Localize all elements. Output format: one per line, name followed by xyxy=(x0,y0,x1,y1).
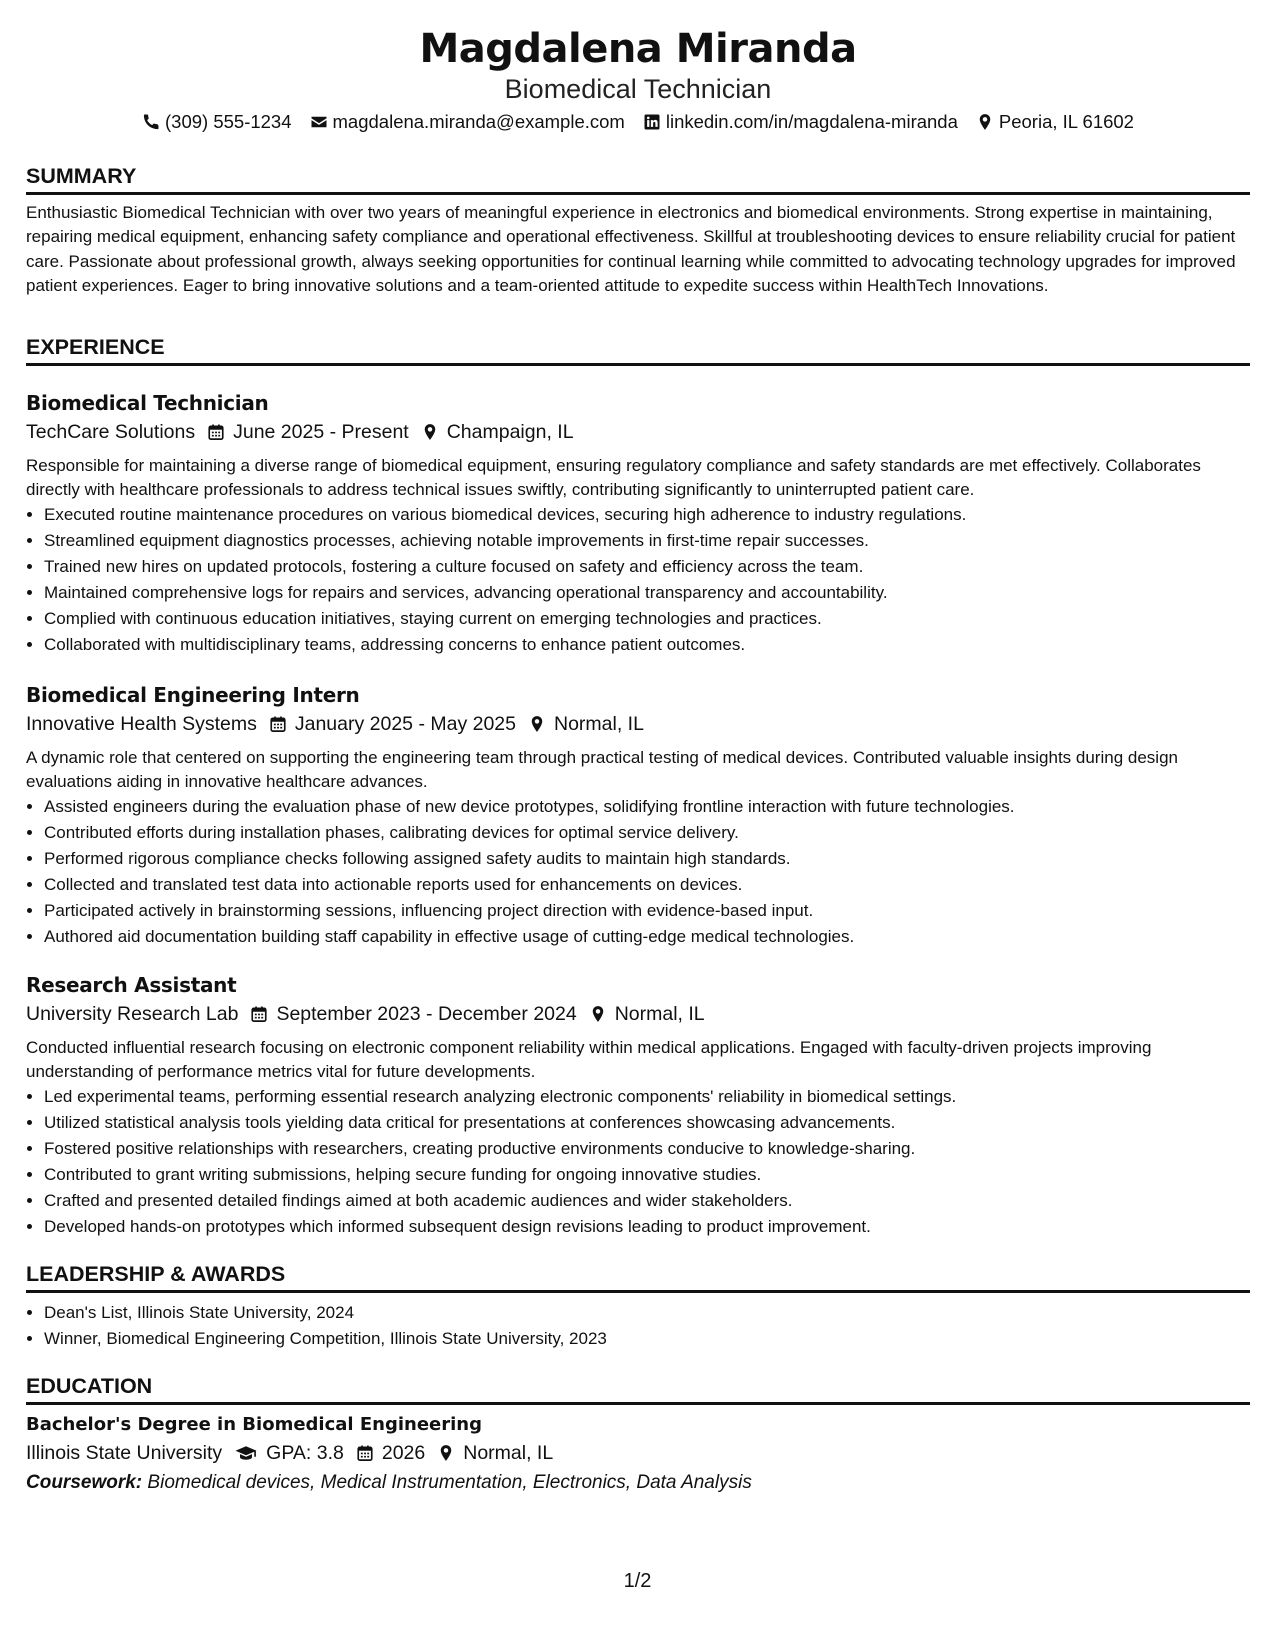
list-item: • Trained new hires on updated protocols, fostering a culture focused on safety and efficiency across the team. xyxy=(44,554,1250,580)
coursework-text: Biomedical devices, Medical Instrumentation, Electronics, Data Analysis xyxy=(147,1472,752,1493)
contact-phone[interactable] xyxy=(142,110,292,134)
job-dates: January 2025 - May 2025 xyxy=(294,713,516,735)
job-dates: September 2023 - December 2024 xyxy=(276,1003,577,1025)
job-location: Champaign, IL xyxy=(446,421,574,443)
job-bullets xyxy=(26,794,1250,950)
list-item: • Contributed to grant writing submissions, helping secure funding for ongoing innovative studies. xyxy=(44,1162,1250,1188)
calendar-icon xyxy=(269,715,287,733)
linkedin-icon xyxy=(643,113,661,131)
candidate-role: Biomedical Technician xyxy=(504,74,772,104)
gpa-text: GPA: 3.8 xyxy=(266,1442,344,1464)
coursework-label: Coursework: xyxy=(26,1472,143,1493)
contact-linkedin[interactable] xyxy=(643,110,958,134)
summary-heading: SUMMARY xyxy=(26,162,1250,195)
list-item: • Collected and translated test data into actionable reports used for enhancements on devices. xyxy=(44,872,1250,898)
job-entry xyxy=(26,970,1250,1240)
page-number: 1/2 xyxy=(623,1570,652,1592)
leadership-heading: LEADERSHIP & AWARDS xyxy=(26,1260,1250,1293)
job-dates: June 2025 - Present xyxy=(233,421,409,443)
job-title: Biomedical Technician xyxy=(26,391,269,415)
job-title: Research Assistant xyxy=(26,973,237,997)
degree-title: Bachelor's Degree in Biomedical Engineering xyxy=(26,1414,482,1435)
list-item: • Led experimental teams, performing essential research analyzing electronic components' reliability in biomedical settings. xyxy=(44,1084,1250,1110)
summary-section xyxy=(26,162,1250,299)
job-entry xyxy=(26,388,1250,658)
job-description: Responsible for maintaining a diverse range of biomedical equipment, ensuring regulatory compliance and safety standards are met effectively. Collaborates directly with healthcare professionals to address technical issues swiftly, contributing significantly to uninterrupted patient care. xyxy=(26,456,1201,499)
list-item: • Maintained comprehensive logs for repairs and services, advancing operational transparency and accountability. xyxy=(44,580,1250,606)
list-item: • Collaborated with multidisciplinary teams, addressing concerns to enhance patient outcomes. xyxy=(44,632,1250,658)
list-item: • Fostered positive relationships with researchers, creating productive environments conducive to knowledge-sharing. xyxy=(44,1136,1250,1162)
contact-bar xyxy=(26,110,1250,134)
school-location: Normal, IL xyxy=(463,1442,554,1464)
list-item: • Executed routine maintenance procedures on various biomedical devices, securing high adherence to industry regulations. xyxy=(44,502,1250,528)
calendar-icon xyxy=(207,423,225,441)
experience-heading: EXPERIENCE xyxy=(26,333,1250,366)
candidate-name: Magdalena Miranda xyxy=(419,26,857,72)
list-item: • Utilized statistical analysis tools yielding data critical for presentations at conferences showcasing advancements. xyxy=(44,1110,1250,1136)
list-item: • Assisted engineers during the evaluation phase of new device prototypes, solidifying frontline interaction with future technologies. xyxy=(44,794,1250,820)
job-description: A dynamic role that centered on supporting the engineering team through practical testing of medical devices. Contributed valuable insights during design evaluations aiding in innovative healthcare advances. xyxy=(26,748,1178,791)
list-item: • Complied with continuous education initiatives, staying current on emerging technologies and practices. xyxy=(44,606,1250,632)
map-pin-icon xyxy=(421,423,439,441)
phone-icon xyxy=(142,113,160,131)
summary-text: Enthusiastic Biomedical Technician with over two years of meaningful experience in electronics and biomedical environments. Strong expertise in maintaining, repairing medical equipment, enhancing safety compliance and operational effectiveness. Skillful at troubleshooting devices to ensure reliability crucial for patient care. Passionate about professional growth, always seeking opportunities for continual learning while committed to advocating technology upgrades for improved patient experiences. Eager to bring innovative solutions and a team-oriented attitude to expedite success within HealthTech Innovations. xyxy=(26,203,1236,296)
job-company: University Research Lab xyxy=(26,1003,239,1025)
education-heading: EDUCATION xyxy=(26,1372,1250,1405)
map-pin-icon xyxy=(976,113,994,131)
job-bullets xyxy=(26,502,1250,658)
coursework-line xyxy=(26,1469,1250,1497)
leadership-section xyxy=(26,1260,1250,1352)
list-item: • Crafted and presented detailed findings aimed at both academic audiences and wider stakeholders. xyxy=(44,1188,1250,1214)
leadership-list xyxy=(26,1300,1250,1352)
contact-location xyxy=(976,110,1134,134)
phone-text: (309) 555-1234 xyxy=(165,111,292,132)
education-section xyxy=(26,1372,1250,1497)
job-title: Biomedical Engineering Intern xyxy=(26,683,360,707)
job-meta xyxy=(26,710,1250,738)
map-pin-icon xyxy=(589,1005,607,1023)
location-text: Peoria, IL 61602 xyxy=(998,111,1134,132)
contact-email[interactable] xyxy=(310,110,625,134)
job-description: Conducted influential research focusing on electronic component reliability within medical applications. Engaged with faculty-driven projects improving understanding of performance metrics vital for future developments. xyxy=(26,1038,1152,1081)
list-item: • Streamlined equipment diagnostics processes, achieving notable improvements in first-time repair successes. xyxy=(44,528,1250,554)
list-item: • Performed rigorous compliance checks following assigned safety audits to maintain high standards. xyxy=(44,846,1250,872)
list-item: • Authored aid documentation building staff capability in effective usage of cutting-edge medical technologies. xyxy=(44,924,1250,950)
envelope-icon xyxy=(310,113,328,131)
job-meta xyxy=(26,418,1250,446)
email-text: magdalena.miranda@example.com xyxy=(332,111,625,132)
calendar-icon xyxy=(250,1005,268,1023)
list-item: • Contributed efforts during installation phases, calibrating devices for optimal service delivery. xyxy=(44,820,1250,846)
map-pin-icon xyxy=(437,1444,455,1462)
job-meta xyxy=(26,1000,1250,1028)
job-bullets xyxy=(26,1084,1250,1240)
experience-section xyxy=(26,333,1250,366)
list-item: • Dean's List, Illinois State University, 2024 xyxy=(44,1300,1250,1326)
graduation-year: 2026 xyxy=(381,1442,426,1464)
list-item: • Participated actively in brainstorming sessions, influencing project direction with evidence-based input. xyxy=(44,898,1250,924)
job-location: Normal, IL xyxy=(614,1003,705,1025)
map-pin-icon xyxy=(528,715,546,733)
job-company: Innovative Health Systems xyxy=(26,713,257,735)
school-name: Illinois State University xyxy=(26,1442,223,1464)
education-meta xyxy=(26,1439,1250,1467)
job-location: Normal, IL xyxy=(554,713,644,735)
job-company: TechCare Solutions xyxy=(26,421,196,443)
calendar-icon xyxy=(356,1444,374,1462)
list-item: • Winner, Biomedical Engineering Competition, Illinois State University, 2023 xyxy=(44,1326,1250,1352)
linkedin-text: linkedin.com/in/magdalena-miranda xyxy=(665,111,958,132)
list-item: • Developed hands-on prototypes which informed subsequent design revisions leading to product improvement. xyxy=(44,1214,1250,1240)
job-entry xyxy=(26,680,1250,950)
graduation-cap-icon xyxy=(234,1444,258,1462)
